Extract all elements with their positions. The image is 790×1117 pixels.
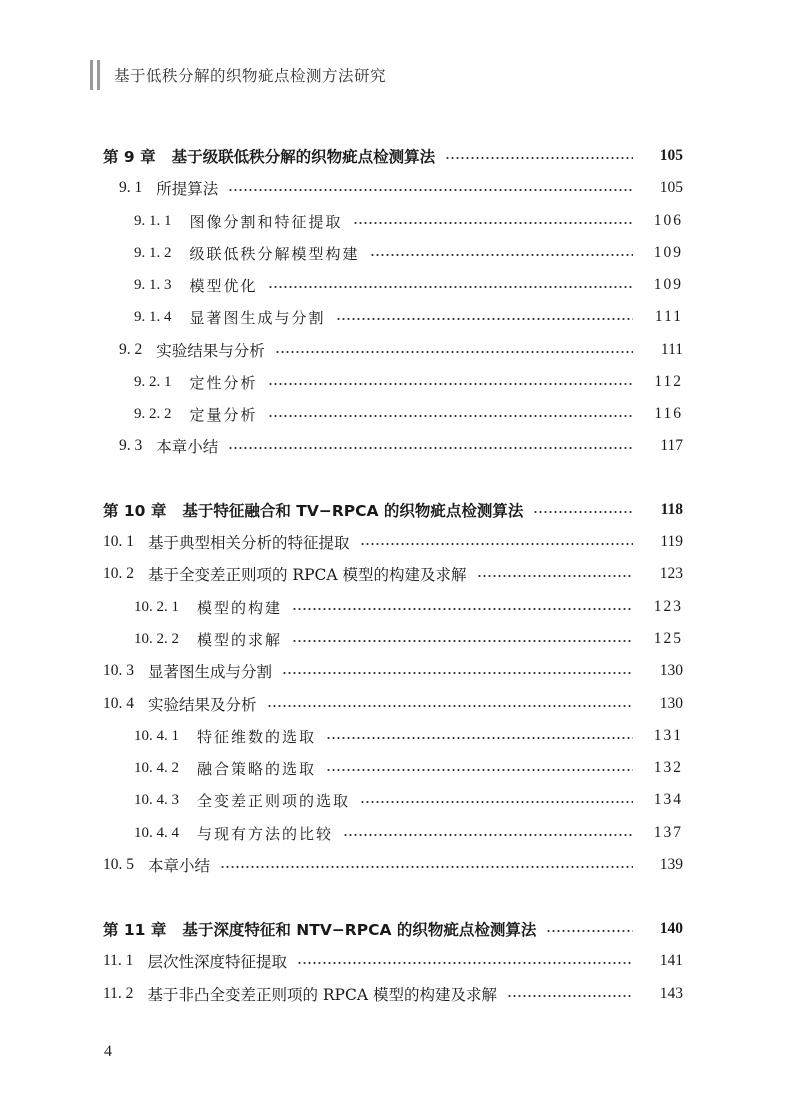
dot-leader <box>360 543 633 545</box>
toc-entry-chapter[interactable] <box>0 496 790 524</box>
toc-entry-sec[interactable] <box>0 432 790 460</box>
toc-entry-sec[interactable] <box>0 947 790 975</box>
toc-entry-page: 105 <box>659 147 683 164</box>
dot-leader <box>336 318 633 320</box>
dot-leader <box>326 737 633 739</box>
dot-leader <box>292 608 633 610</box>
toc-entry-sub[interactable] <box>0 207 790 235</box>
toc-entry-number: 10. 4. 2 <box>134 759 179 776</box>
dot-leader <box>268 286 633 288</box>
toc-entry-page: 137 <box>653 824 683 841</box>
toc-entry-number: 10. 4. 3 <box>134 791 179 808</box>
toc-entry-title: 基于特征融合和 TV−RPCA 的织物疵点检测算法 <box>182 502 524 520</box>
toc-entry-sec[interactable] <box>0 657 790 685</box>
dot-leader <box>292 640 633 642</box>
dot-leader <box>360 801 633 803</box>
toc-entry-page: 141 <box>659 952 683 969</box>
page-number: 4 <box>104 1043 112 1060</box>
toc-entry-page: 111 <box>654 308 683 325</box>
toc-entry-title: 实验结果与分析 <box>156 342 265 360</box>
toc-entry-sub[interactable] <box>0 819 790 847</box>
toc-entry-sub[interactable] <box>0 786 790 814</box>
toc-entry-sec[interactable] <box>0 980 790 1008</box>
toc-entry-number: 10. 2 <box>103 565 134 582</box>
toc-entry-sub[interactable] <box>0 303 790 331</box>
toc-entry-title: 特征维数的选取 <box>197 727 317 746</box>
toc-entry-chapter[interactable] <box>0 142 790 170</box>
toc-entry-sec[interactable] <box>0 851 790 879</box>
dot-leader <box>220 866 633 868</box>
toc-entry-chapter[interactable] <box>0 915 790 943</box>
toc-entry-page: 106 <box>653 212 683 229</box>
toc-entry-title: 基于级联低秩分解的织物疵点检测算法 <box>171 148 436 166</box>
toc-entry-sub[interactable] <box>0 754 790 782</box>
toc-entry-page: 140 <box>659 920 683 937</box>
dot-leader <box>268 415 633 417</box>
dot-leader <box>343 834 633 836</box>
toc-entry-sub[interactable] <box>0 722 790 750</box>
toc-entry-page: 139 <box>659 856 683 873</box>
toc-entry-page: 130 <box>659 695 683 712</box>
dot-leader <box>326 769 633 771</box>
toc-entry-number: 10. 1 <box>103 533 134 550</box>
dot-leader <box>353 222 633 224</box>
toc-entry-number: 10. 2. 2 <box>134 630 179 647</box>
dot-leader <box>282 672 633 674</box>
toc-entry-sec[interactable] <box>0 336 790 364</box>
toc-entry-sub[interactable] <box>0 368 790 396</box>
toc-entry-number: 9. 2. 1 <box>134 373 172 390</box>
toc-entry-number: 9. 1. 3 <box>134 276 172 293</box>
dot-leader <box>533 511 633 513</box>
toc-entry-number: 9. 1. 4 <box>134 308 172 325</box>
toc-entry-page: 112 <box>654 373 683 390</box>
dot-leader <box>546 930 633 932</box>
toc-entry-title: 全变差正则项的选取 <box>197 791 351 810</box>
dot-leader <box>477 575 633 577</box>
toc-entry-number: 9. 1 <box>119 179 143 196</box>
dot-leader <box>268 383 633 385</box>
toc-entry-number: 第 10 章 <box>103 502 167 520</box>
toc-entry-title: 所提算法 <box>156 180 219 198</box>
toc-entry-number: 10. 3 <box>103 662 134 679</box>
toc-entry-page: 109 <box>653 244 683 261</box>
toc-entry-page: 132 <box>653 759 683 776</box>
toc-entry-title: 定性分析 <box>189 373 258 392</box>
toc-entry-page: 119 <box>660 533 683 550</box>
toc-entry-title: 基于非凸全变差正则项的 RPCA 模型的构建及求解 <box>147 986 497 1004</box>
dot-leader <box>228 447 633 449</box>
dot-leader <box>275 351 633 353</box>
toc-entry-page: 109 <box>653 276 683 293</box>
toc-entry-sec[interactable] <box>0 174 790 202</box>
dot-leader <box>507 995 633 997</box>
toc-entry-sec[interactable] <box>0 690 790 718</box>
toc-entry-sec[interactable] <box>0 528 790 556</box>
toc-entry-page: 131 <box>653 727 683 744</box>
toc-entry-title: 模型的构建 <box>197 598 283 617</box>
toc-entry-number: 10. 5 <box>103 856 134 873</box>
toc-entry-number: 10. 4 <box>103 695 134 712</box>
toc-entry-number: 10. 2. 1 <box>134 598 179 615</box>
toc-entry-title: 显著图生成与分割 <box>148 663 273 681</box>
running-header-title: 基于低秩分解的织物疵点检测方法研究 <box>114 67 387 85</box>
toc-entry-number: 11. 1 <box>103 952 134 969</box>
toc-entry-page: 143 <box>659 985 683 1002</box>
toc-entry-title: 模型优化 <box>189 276 258 295</box>
toc-entry-number: 9. 2. 2 <box>134 405 172 422</box>
toc-entry-number: 9. 1. 2 <box>134 244 172 261</box>
toc-entry-title: 实验结果及分析 <box>148 696 257 714</box>
toc-entry-title: 定量分析 <box>189 405 258 424</box>
dot-leader <box>297 962 633 964</box>
toc-entry-number: 第 11 章 <box>103 921 167 939</box>
header-bars-ornament <box>90 60 100 90</box>
toc-entry-title: 显著图生成与分割 <box>189 308 326 327</box>
toc-entry-number: 9. 1. 1 <box>134 212 172 229</box>
toc-entry-page: 125 <box>653 630 683 647</box>
toc-entry-sub[interactable] <box>0 400 790 428</box>
dot-leader <box>445 157 633 159</box>
toc-entry-page: 123 <box>659 565 683 582</box>
toc-entry-sub[interactable] <box>0 239 790 267</box>
dot-leader <box>267 705 633 707</box>
toc-entry-page: 123 <box>653 598 683 615</box>
toc-entry-title: 与现有方法的比较 <box>197 824 334 843</box>
toc-entry-page: 130 <box>659 662 683 679</box>
toc-entry-page: 117 <box>660 437 683 454</box>
running-header <box>90 58 386 92</box>
toc-entry-sub[interactable] <box>0 271 790 299</box>
toc-entry-number: 第 9 章 <box>103 148 156 166</box>
toc-entry-page: 111 <box>660 341 683 358</box>
toc-entry-page: 116 <box>654 405 683 422</box>
toc-entry-title: 融合策略的选取 <box>197 759 317 778</box>
toc-entry-sub[interactable] <box>0 625 790 653</box>
toc-entry-title: 本章小结 <box>156 438 219 456</box>
toc-entry-title: 本章小结 <box>148 857 211 875</box>
toc-entry-number: 10. 4. 4 <box>134 824 179 841</box>
toc-entry-number: 10. 4. 1 <box>134 727 179 744</box>
toc-entry-page: 118 <box>660 501 683 518</box>
toc-entry-title: 层次性深度特征提取 <box>147 953 287 971</box>
toc-entry-number: 9. 2 <box>119 341 143 358</box>
toc-entry-title: 基于全变差正则项的 RPCA 模型的构建及求解 <box>148 566 467 584</box>
toc-entry-sec[interactable] <box>0 560 790 588</box>
dot-leader <box>228 189 633 191</box>
toc-entry-title: 模型的求解 <box>197 630 283 649</box>
toc-entry-title: 基于深度特征和 NTV−RPCA 的织物疵点检测算法 <box>182 921 537 939</box>
toc-entry-number: 9. 3 <box>119 437 143 454</box>
toc-entry-title: 图像分割和特征提取 <box>189 212 343 231</box>
toc-entry-page: 105 <box>659 179 683 196</box>
toc-entry-title: 基于典型相关分析的特征提取 <box>148 534 350 552</box>
toc-entry-title: 级联低秩分解模型构建 <box>189 244 360 263</box>
toc-entry-page: 134 <box>653 791 683 808</box>
dot-leader <box>370 254 633 256</box>
toc-entry-sub[interactable] <box>0 593 790 621</box>
toc-entry-number: 11. 2 <box>103 985 134 1002</box>
